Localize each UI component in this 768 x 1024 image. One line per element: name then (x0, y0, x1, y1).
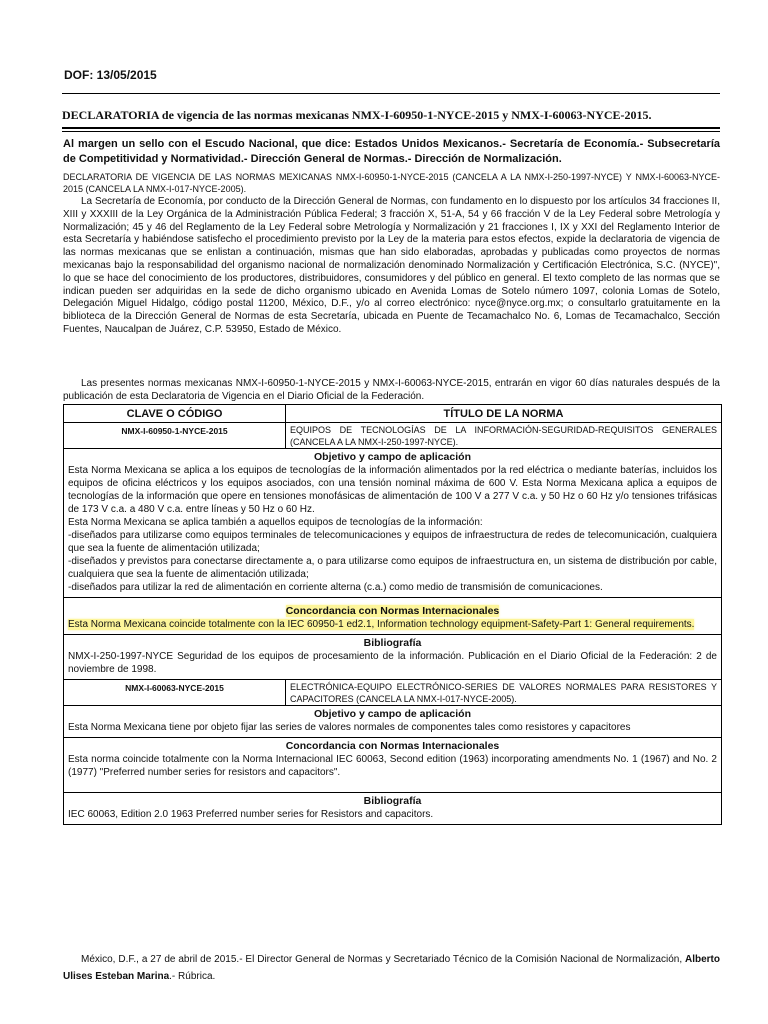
norm1-biblio-cell (64, 635, 722, 680)
double-rule-thin (62, 131, 720, 132)
norm2-title: ELECTRÓNICA-EQUIPO ELECTRÓNICO-SERIES DE VALORES NORMALES PARA RESISTORES Y CAPACITORES (CANCELA LA NMX-I-017-NYCE-2005). (286, 680, 722, 706)
paragraph-2: Las presentes normas mexicanas NMX-I-60950-1-NYCE-2015 y NMX-I-60063-NYCE-2015, entrarán en vigor 60 días naturales después de la publicación de esta Declaratoria de Vigencia en el Diario Oficial de la Federación. (63, 378, 720, 402)
paragraph-1: La Secretaría de Economía, por conducto de la Dirección General de Normas, con fundamento en lo dispuesto por los artículos 34 fracciones II, XIII y XXXIII de la Ley Orgánica de la Administración Pública Federal; 3 fracción X, 51-A, 54 y 66 fracción V de la Ley Federal sobre Metrología y Normalización; 45 y 46 del Reglamento de la Ley Federal sobre Metrología y Normalización y 21 fracciones I, IX y XXI del Reglamento Interior de esta Secretaría y habiéndose satisfecho el procedimiento previsto por la Ley de la materia para estos efectos, expide la declaratoria de vigencia de las normas mexicanas que se enlistan a continuación, mismas que han sido elaboradas, aprobadas y publicadas como proyectos de normas mexicanas bajo la responsabilidad del organismo nacional de normalización denominado Normalización y Certificación Electrónica, S.C. (NYCE)", lo que se hace del conocimiento de los productores, distribuidores, consumidores y del público en general. El texto completo de las normas que se indican pueden ser adquiridas en la sede de dicho organismo ubicado en Avenida Lomas de Sotelo número 1097, colonia Lomas de Sotelo, Delegación Miguel Hidalgo, código postal 11200, México, D.F., y/o al correo electrónico: nyce@nyce.org.mx; o consultarlo gratuitamente en la biblioteca de la Dirección General de Normas de esta Secretaría, ubicada en Puente de Tecamachalco No. 6, Lomas de Tecamachalco, Sección Fuentes, Naucalpan de Juárez, C.P. 53950, Estado de México. (63, 196, 720, 335)
table-row (64, 423, 722, 449)
norm1-concordancia-head: Concordancia con Normas Internacionales (285, 605, 500, 617)
norm2-biblio-text: IEC 60063, Edition 2.0 1963 Preferred number series for Resistors and capacitors. (68, 809, 434, 820)
footer-text-before: México, D.F., a 27 de abril de 2015.- El Director General de Normas y Secretariado Técnico de la Comisión Nacional de Normalización, (81, 954, 685, 965)
footer-signature (63, 951, 720, 985)
norm2-concordancia-cell (64, 738, 722, 793)
norm2-biblio-row (64, 793, 722, 825)
norm2-objetivo-cell (64, 706, 722, 738)
norm1-biblio-head: Bibliografía (363, 637, 422, 649)
dof-date: DOF: 13/05/2015 (64, 68, 157, 82)
norm1-objetivo-line-4: -diseñados y previstos para conectarse directamente a, o para utilizarse como equipos de infraestructura en, un sistema de distribución por cable, cualquiera que sea la fuente de alimentación utilizada; (68, 556, 717, 580)
footer-text-after: .- Rúbrica. (169, 971, 216, 982)
caps-paragraph: DECLARATORIA DE VIGENCIA DE LAS NORMAS MEXICANAS NMX-I-60950-1-NYCE-2015 (CANCELA A LA NMX-I-250-1997-NYCE) Y NMX-I-60063-NYCE-2015 (CANCELA LA NMX-I-017-NYCE-2005). (63, 172, 720, 194)
norm1-objetivo-row (64, 449, 722, 598)
margin-note: Al margen un sello con el Escudo Nacional, que dice: Estados Unidos Mexicanos.- Secretaría de Economía.- Subsecretaría de Competitividad y Normatividad.- Dirección General de Normas.- Dirección de Normalización. (63, 138, 720, 165)
norm1-biblio-text: NMX-I-250-1997-NYCE Seguridad de los equipos de procesamiento de la información. Publicación en el Diario Oficial de la Federación: 2 de noviembre de 1998. (68, 651, 717, 675)
norm1-objetivo-line-3: -diseñados para utilizarse como equipos terminales de telecomunicaciones y equipos de infraestructura de redes de telecomunicación, cualquiera que sea la fuente de alimentación utilizada; (68, 530, 717, 554)
declaratoria-title: DECLARATORIA de vigencia de las normas mexicanas NMX-I-60950-1-NYCE-2015 y NMX-I-60063-NYCE-2015. (62, 108, 652, 122)
norm1-code: NMX-I-60950-1-NYCE-2015 (64, 423, 286, 449)
norm1-objetivo-line-1: Esta Norma Mexicana se aplica a los equipos de tecnologías de la información alimentados por la red eléctrica o mediante baterías, incluidos los equipos de oficina eléctricos y los equipos asociados, con una tensión nominal máxima de 600 V. Esta Norma Mexicana aplica a equipos de tecnologías de la información que opere en tensiones monofásicas de alimentación de 100 V a 277 V c.a. y 50 Hz o 60 Hz y/o tensiones trifásicas de 173 V c.a. a 480 V c.a. entre líneas y 50 Hz o 60 Hz. (68, 465, 717, 515)
norm1-objetivo-cell (64, 449, 722, 598)
norm1-objetivo-line-5: -diseñados para utilizar la red de alimentación en corriente alterna (c.a.) como medio de transmisión de comunicaciones. (68, 582, 603, 593)
norm2-concordancia-row (64, 738, 722, 793)
norm2-code: NMX-I-60063-NYCE-2015 (64, 680, 286, 706)
footer-signer: Alberto Ulises Esteban Marina (63, 954, 720, 982)
norm1-title: EQUIPOS DE TECNOLOGÍAS DE LA INFORMACIÓN-SEGURIDAD-REQUISITOS GENERALES (CANCELA A LA NMX-I-250-1997-NYCE). (286, 423, 722, 449)
norm1-objetivo-line-2: Esta Norma Mexicana se aplica también a aquellos equipos de tecnologías de la información: (68, 517, 483, 528)
norm2-objetivo-row (64, 706, 722, 738)
double-rule-thick (62, 127, 720, 129)
table-row (64, 680, 722, 706)
norm2-objetivo-head: Objetivo y campo de aplicación (314, 708, 471, 720)
norm1-concordancia-text: Esta Norma Mexicana coincide totalmente con la IEC 60950-1 ed2.1, Information technology equipment-Safety-Part 1: General requirements. (68, 619, 695, 630)
norm1-biblio-row (64, 635, 722, 680)
norm2-concordancia-head: Concordancia con Normas Internacionales (285, 740, 500, 752)
norm2-biblio-cell (64, 793, 722, 825)
col-title-header: TÍTULO DE LA NORMA (286, 405, 722, 423)
table-header-row (64, 405, 722, 423)
norm2-objetivo-text: Esta Norma Mexicana tiene por objeto fijar las series de valores normales de componentes tales como resistores y capacitores (68, 722, 631, 733)
norm2-concordancia-text: Esta norma coincide totalmente con la Norma Internacional IEC 60063, Second edition (1963) incorporating amendments No. 1 (1967) and No. 2 (1977) "Preferred number series for resistors and capacitors". (68, 754, 717, 778)
norm1-concordancia-cell (64, 598, 722, 635)
col-code-header: CLAVE O CÓDIGO (64, 405, 286, 423)
norm2-biblio-head: Bibliografía (363, 795, 422, 807)
top-rule (62, 93, 720, 94)
norms-table (63, 404, 722, 825)
norm1-objetivo-head: Objetivo y campo de aplicación (314, 451, 471, 463)
norm1-concordancia-row (64, 598, 722, 635)
